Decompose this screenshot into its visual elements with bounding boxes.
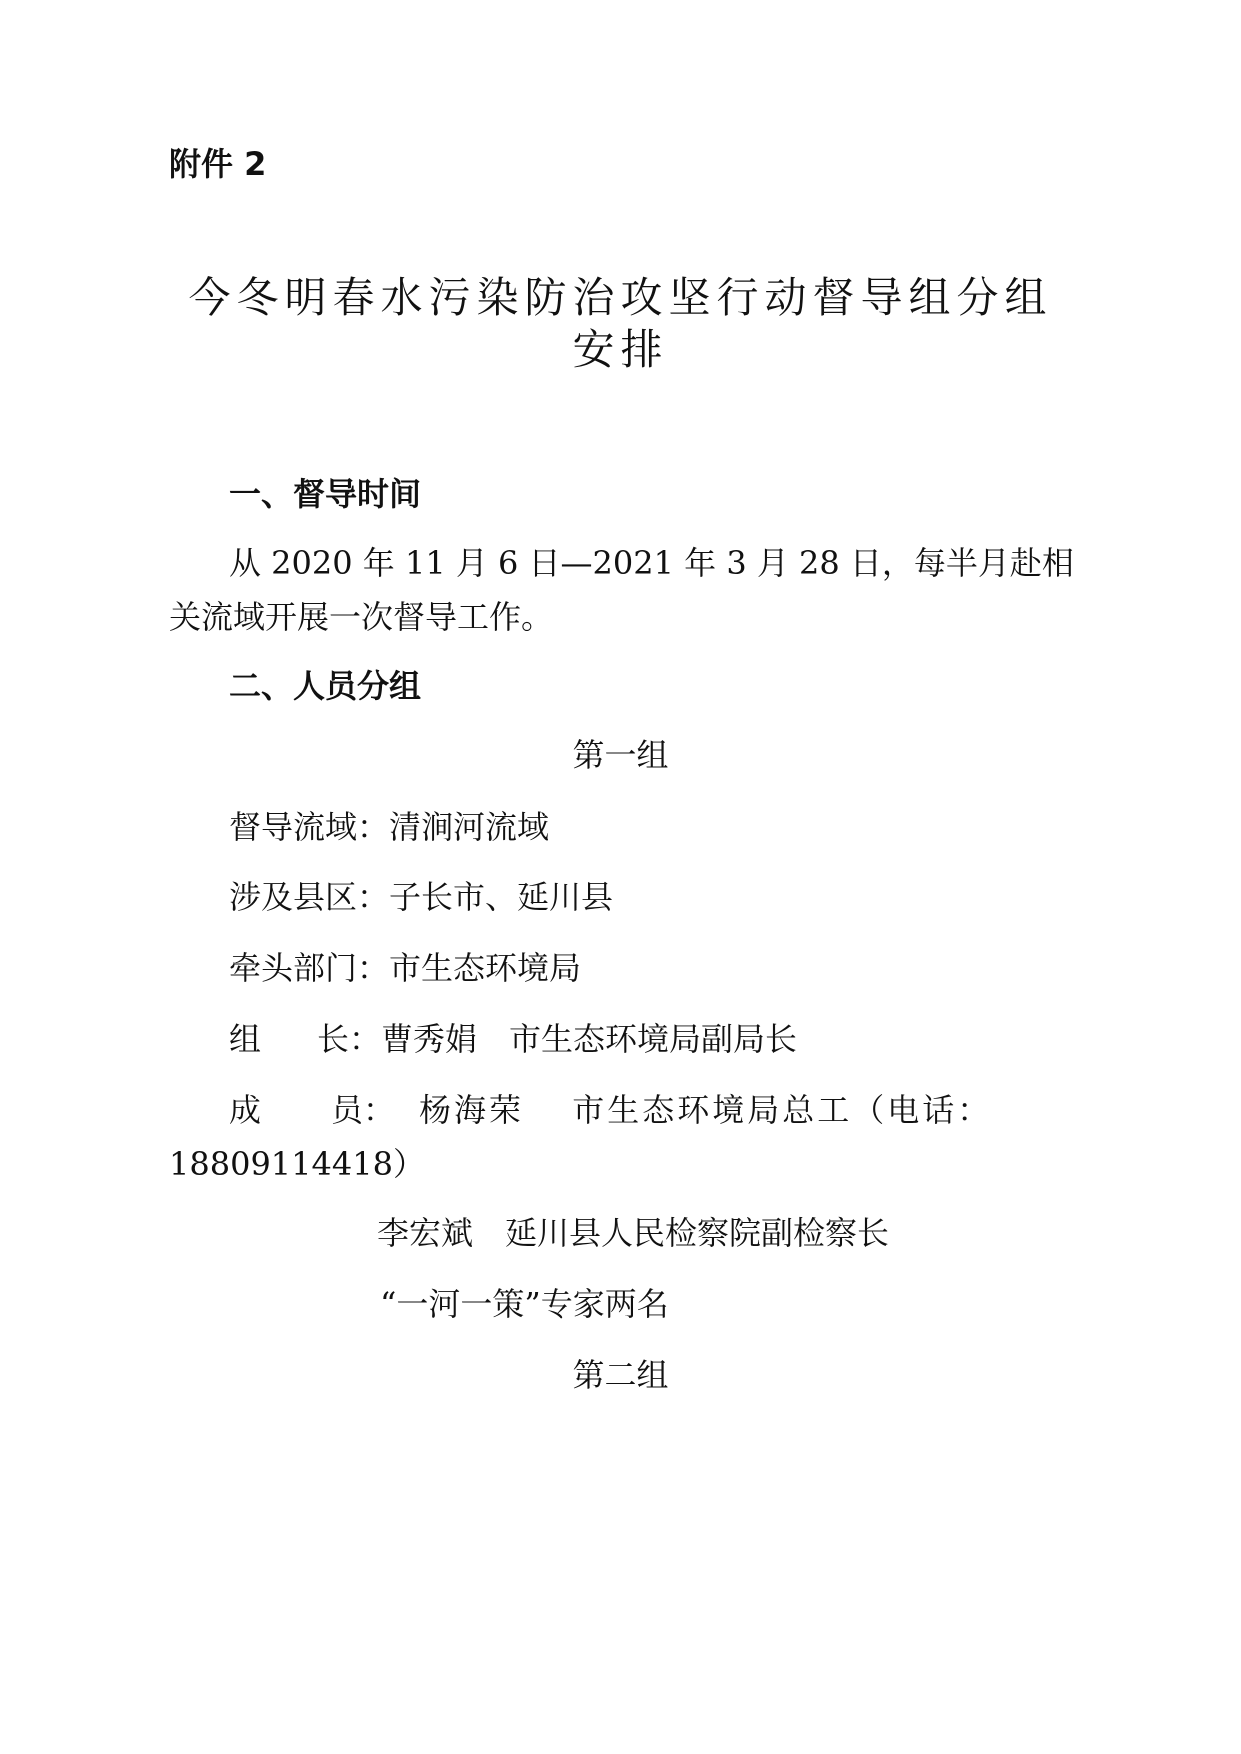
counties-value: 子长市、延川县 bbox=[389, 878, 614, 916]
leader-value: 曹秀娟 市生态环境局副局长 bbox=[381, 1020, 798, 1058]
group2-heading: 第二组 bbox=[572, 1356, 669, 1394]
member1-phone: 18809114418） bbox=[169, 1145, 425, 1183]
group1-basin-row bbox=[229, 807, 549, 847]
group1-counties-row bbox=[229, 877, 613, 917]
attachment-label: 附件 2 bbox=[169, 145, 267, 183]
lead-dept-label: 牵头部门： bbox=[229, 949, 390, 987]
member3: “一河一策”专家两名 bbox=[380, 1285, 669, 1323]
group1-leader-row bbox=[229, 1019, 797, 1059]
member1-value: 杨海荣 市生态环境局总工（电话： bbox=[419, 1091, 993, 1129]
lead-dept-value: 市生态环境局 bbox=[389, 949, 582, 987]
group1-lead-dept-row bbox=[229, 948, 581, 988]
basin-label: 督导流域： bbox=[229, 808, 390, 846]
leader-label-b: 长： bbox=[317, 1020, 382, 1058]
group1-members-row bbox=[229, 1090, 992, 1130]
section1-paragraph-line1: 从 2020 年 11 月 6 日—2021 年 3 月 28 日，每半月赴相 bbox=[229, 544, 1074, 582]
group1-heading: 第一组 bbox=[572, 736, 669, 774]
members-label-a: 成 bbox=[229, 1091, 262, 1129]
leader-label-a: 组 bbox=[229, 1020, 262, 1058]
counties-label: 涉及县区： bbox=[229, 878, 390, 916]
document-title-line1: 今冬明春水污染防治攻坚行动督导组分组 bbox=[188, 273, 1053, 322]
basin-value: 清涧河流域 bbox=[389, 808, 550, 846]
section1-heading: 一、督导时间 bbox=[229, 475, 422, 513]
members-label-b: 员： bbox=[331, 1091, 396, 1129]
document-title-line2: 安排 bbox=[572, 325, 669, 374]
section1-paragraph-line2: 关流域开展一次督导工作。 bbox=[169, 598, 554, 636]
section2-heading: 二、人员分组 bbox=[229, 667, 422, 705]
member2: 李宏斌 延川县人民检察院副检察长 bbox=[377, 1214, 890, 1252]
